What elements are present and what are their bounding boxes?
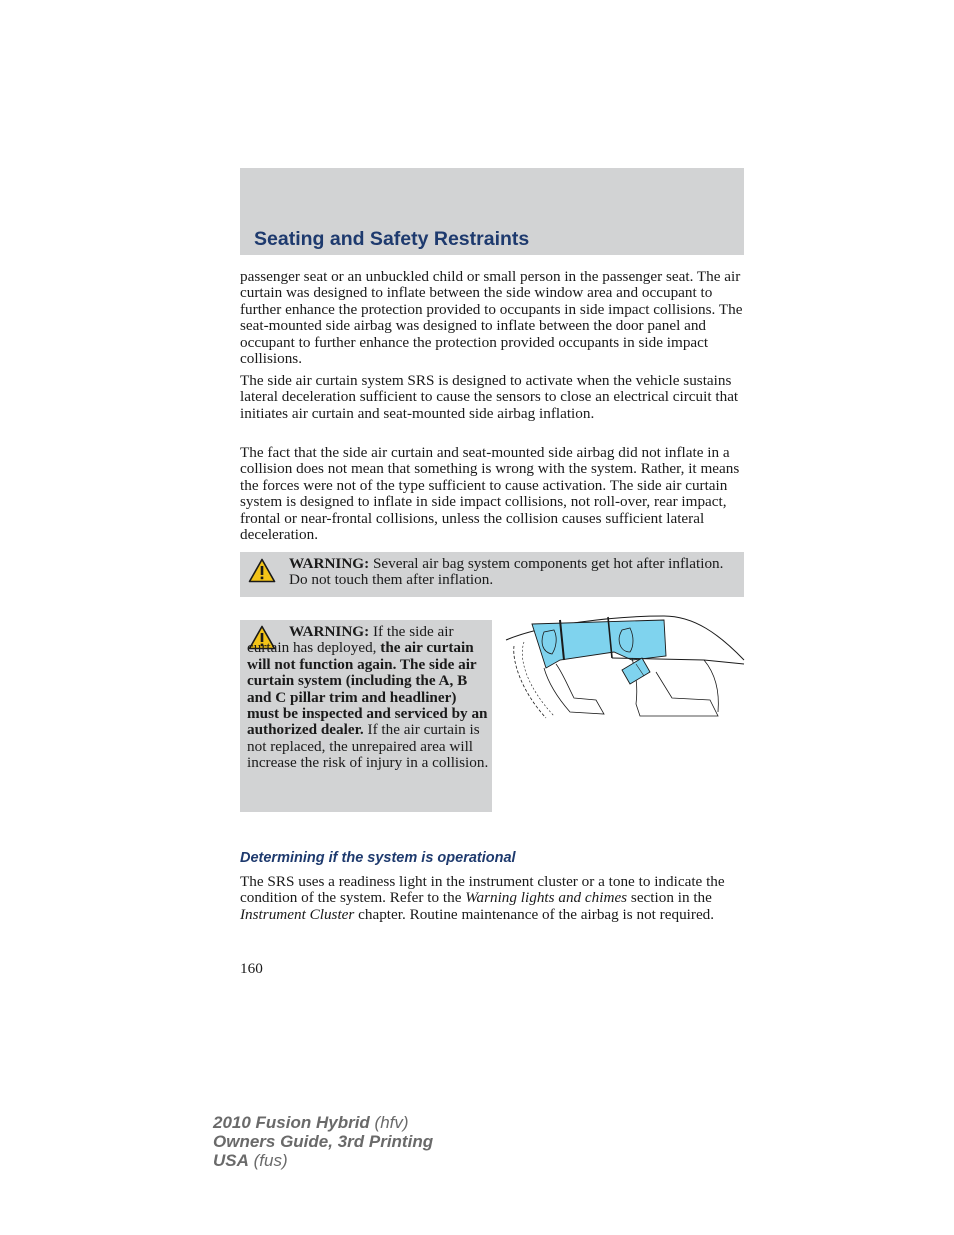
footer-market: USA	[213, 1151, 249, 1170]
warning-body-bold: the air curtain will not function again. The side air curtain system (including the A, B and C pillar trim and headliner) must be inspected and serviced by an authorized dealer.	[247, 639, 488, 739]
page-number: 160	[240, 960, 263, 977]
warning-triangle-icon	[248, 558, 276, 583]
footer-model-code: (hfv)	[369, 1113, 409, 1132]
section-header-band	[240, 168, 744, 255]
warning-label: WARNING:	[289, 623, 370, 640]
paragraph-1: passenger seat or an unbuckled child or small person in the passenger seat. The air curtain was designed to inflate between the side window area and occupant to further enhance the protection provided to occupants in side impact collisions. The seat-mounted side airbag was designed to inflate between the door panel and occupant to further enhance the protection provided occupants in side impact collisions.	[240, 268, 743, 368]
side-air-curtain-illustration	[504, 612, 746, 722]
warning-body-a: If the side air curtain has deployed,	[247, 623, 454, 657]
warning-box-hot-components	[240, 552, 744, 597]
warning-text	[247, 624, 489, 772]
warning-label: WARNING:	[289, 555, 370, 572]
warning-body-b: If the air curtain is not replaced, the unrepaired area will increase the risk of injury in a collision.	[247, 721, 489, 772]
cross-reference-instrument-cluster: Instrument Cluster	[240, 905, 355, 923]
section-title: Seating and Safety Restraints	[254, 228, 530, 250]
footer-market-code: (fus)	[248, 1151, 288, 1170]
cross-reference-warning-lights: Warning lights and chimes	[465, 889, 628, 907]
document-footer	[213, 1113, 433, 1170]
paragraph-3: The fact that the side air curtain and seat-mounted side airbag did not inflate in a collision does not mean that something is wrong with the system. Rather, it means the forces were not of the type sufficient to cause activation. The side air curtain system is designed to inflate in side impact collisions, not roll-over, rear impact, frontal or near-frontal collisions, unless the collision causes sufficient lateral deceleration.	[240, 444, 740, 544]
subsection-text-b: section in the	[627, 889, 712, 907]
footer-line-2	[213, 1132, 433, 1151]
subsection-title: Determining if the system is operational	[240, 850, 516, 866]
warning-text	[289, 556, 737, 589]
warning-body: Several air bag system components get hot after inflation. Do not touch them after inflation.	[289, 555, 724, 589]
paragraph-2: The side air curtain system SRS is designed to activate when the vehicle sustains lateral deceleration sufficient to cause the sensors to close an electrical circuit that initiates air curtain and seat-mounted side airbag inflation.	[240, 372, 739, 422]
subsection-text-c: chapter. Routine maintenance of the airbag is not required.	[354, 905, 715, 923]
footer-line-1	[213, 1113, 433, 1132]
warning-box-air-curtain	[240, 620, 492, 812]
subsection-paragraph	[240, 874, 746, 923]
footer-guide: Owners Guide, 3rd Printing	[213, 1132, 434, 1151]
subsection-text-a: The SRS uses a readiness light in the instrument cluster or a tone to indicate the condition of the system. Refer to the	[240, 873, 725, 907]
footer-line-3	[213, 1151, 433, 1170]
footer-model: 2010 Fusion Hybrid	[213, 1113, 370, 1132]
